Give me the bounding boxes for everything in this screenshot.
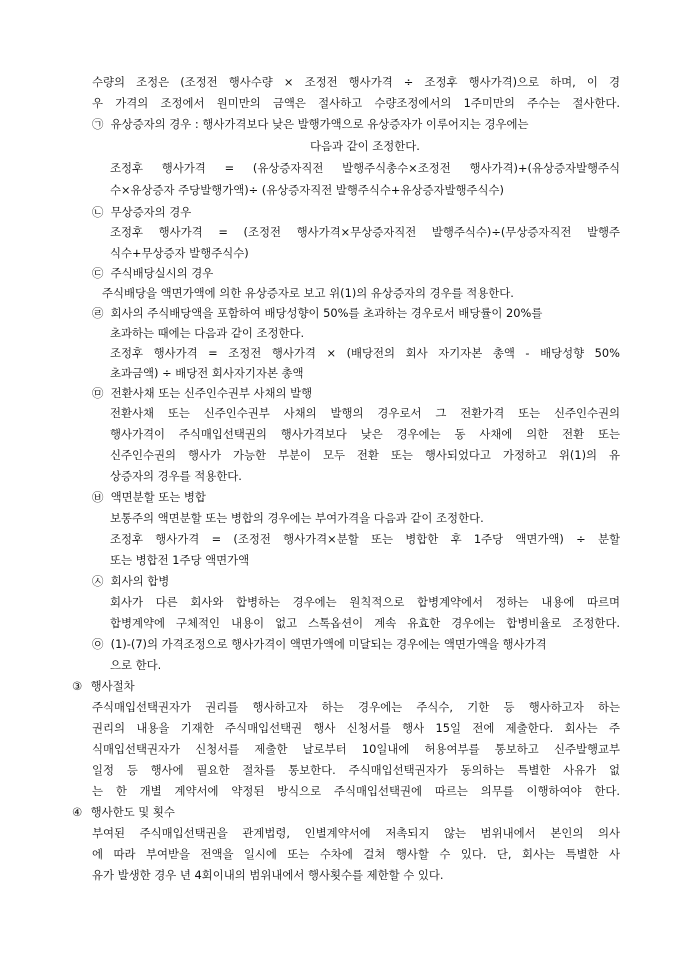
text-line: 으로 한다. [110,658,162,672]
section-exercise-procedure [72,679,135,693]
item-company-merger [92,574,169,588]
text-line: 전환사채 또는 신주인수권부 사채의 발행의 경우로서 그 전환가격 또는 신주인수권의 [110,406,620,420]
item-marker: ㉣ [92,306,104,320]
item-marker: ㉧ [92,637,104,651]
section-marker: ③ [72,679,83,693]
text-line: 유가 발생한 경우 년 4회이내의 범위내에서 행사횟수를 제한할 수 있다. [92,868,444,882]
text-line: 는 한 개별 계약서에 약정된 방식으로 주식매입선택권에 따르는 의무를 이행하여야 한다. [92,784,620,798]
text-line: 합병계약에 구체적인 내용이 없고 스톡옵션이 계속 유효한 경우에는 합병비율로 조정한다. [110,616,620,630]
text-line: 상증자의 경우를 적용한다. [110,469,242,483]
section-marker: ④ [72,805,83,819]
text-line: 일정 등 행사에 필요한 절차를 통보한다. 주식매입선택권자가 동의하는 특별한 사유가 없 [92,763,620,777]
text-line: 신주인수권의 행사가 가능한 부분이 모두 전환 또는 행사되었다고 가정하고 위(1)의 유 [110,448,620,462]
text-line: 우 가격의 조정에서 원미만의 금액은 절사하고 수량조정에서의 1주미만의 주수는 절사한다. [92,96,620,110]
item-convertible-bonds [92,386,312,400]
section-heading: 행사절차 [90,679,135,693]
text-line: 에 따라 부여받을 전액을 일시에 또는 수차에 걸쳐 행사할 수 있다. 단, 회사는 특별한 사 [92,847,620,861]
item-marker: ㉦ [92,574,104,588]
text-line: 수량의 조정은 (조정전 행사수량 × 조정전 행사가격 ÷ 조정후 행사가격)으로 하며, 이 경 [92,75,620,89]
item-heading: (1)-(7)의 가격조정으로 행사가격이 액면가액에 미달되는 경우에는 액면가액을 행사가격 [110,637,547,651]
text-line: 식매입선택권자가 신청서를 제출한 날로부터 10일내에 허용여부를 통보하고 신주발행교부 [92,742,620,756]
item-heading: 무상증자의 경우 [110,205,192,219]
item-heading: 유상증자의 경우 : 행사가격보다 낮은 발행가액으로 유상증자가 이루어지는 경우에는 [110,117,529,131]
text-line: 주식배당을 액면가액에 의한 유상증자로 보고 위(1)의 유상증자의 경우를 적용한다. [102,286,514,300]
item-heading: 주식배당실시의 경우 [110,266,214,280]
item-split-merge [92,490,206,504]
text-line: 행사가격이 주식매입선택권의 행사가격보다 낮은 경우에는 동 사채에 의한 전환 또는 [110,427,620,441]
item-marker: ㉥ [92,490,104,504]
formula-line: 또는 병합전 1주당 액면가액 [110,553,250,567]
formula-line: 초과금액) ÷ 배당전 회사자기자본 총액 [110,366,304,380]
item-below-par [92,637,620,651]
formula-line: 수×유상증자 주당발행가액)÷ (유상증자직전 발행주식수+유상증자발행주식수) [110,183,504,197]
formula-line: 조정후 행사가격 = 조정전 행사가격 × (배당전의 회사 자기자본 총액 - 배당성향 50% [110,346,620,360]
item-heading: 액면분할 또는 병합 [110,490,206,504]
item-rights-offering [92,117,620,131]
item-stock-dividend [92,266,213,280]
text-line: 회사가 다른 회사와 합병하는 경우에는 원칙적으로 합병계약에서 정하는 내용에 따르며 [110,595,620,609]
item-marker: ㉤ [92,386,104,400]
item-heading: 전환사채 또는 신주인수권부 사채의 발행 [110,386,313,400]
formula-line: 조정후 행사가격 = (유상증자직전 발행주식총수×조정전 행사가격)+(유상증자발행주식 [110,161,620,175]
text-line: 권리의 내용을 기재한 주식매입선택권 행사 신청서를 행사 15일 전에 제출한다. 회사는 주 [92,721,620,735]
item-marker: ㉢ [92,266,104,280]
item-marker: ㉡ [92,205,104,219]
item-bonus-issue [92,205,191,219]
text-line: 주식매입선택권자가 권리를 행사하고자 하는 경우에는 주식수, 기한 등 행사하고자 하는 [92,700,620,714]
item-heading: 회사의 주식배당액을 포함하여 배당성향이 50%를 초과하는 경우로서 배당률이 20%를 [110,306,543,320]
section-exercise-limit [72,805,175,819]
formula-line: 식수+무상증자 발행주식수) [110,246,249,260]
item-dividend-payout [92,306,620,320]
text-line: 초과하는 때에는 다음과 같이 조정한다. [110,326,305,340]
item-heading: 회사의 합병 [110,574,170,588]
formula-line: 조정후 행사가격 = (조정전 행사가격×분할 또는 병합한 후 1주당 액면가액) ÷ 분할 [110,532,620,546]
text-line: 보통주의 액면분할 또는 병합의 경우에는 부여가격을 다음과 같이 조정한다. [110,511,484,525]
text-line: 부여된 주식매입선택권을 관계법령, 인별계약서에 저촉되지 않는 범위내에서 본인의 의사 [92,826,620,840]
text-line: 다음과 같이 조정한다. [310,139,420,153]
formula-line: 조정후 행사가격 = (조정전 행사가격×무상증자직전 발행주식수)÷(무상증자직전 발행주 [110,225,620,239]
section-heading: 행사한도 및 횟수 [90,805,175,819]
item-marker: ㉠ [92,117,104,131]
